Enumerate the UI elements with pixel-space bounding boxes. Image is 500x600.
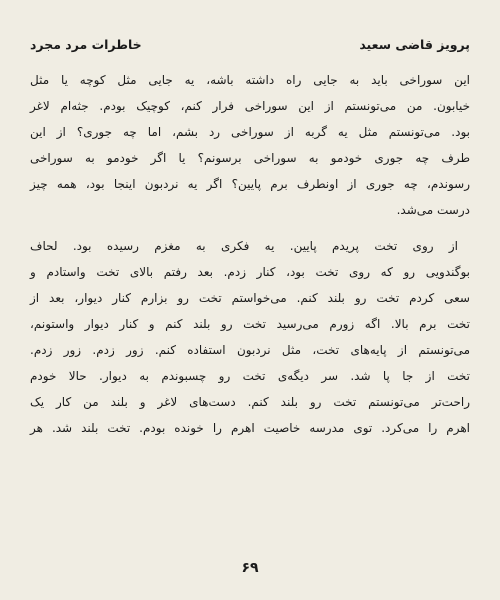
text-line: می‌تونستم از پایه‌های تخت، مثل نردبون استفاده کنم. زور زدم. زور زدم. (30, 343, 470, 357)
paragraph (30, 67, 470, 223)
running-header (30, 34, 470, 54)
text-line: سعی کردم تخت رو بلند کنم. می‌خواستم تخت رو بزارم کنار دیوار، بعد از (30, 291, 470, 305)
text-line: درست می‌شد. (396, 203, 470, 217)
text-line: رسوندم، چه جوری از اونطرف برم پایین؟ اگر یه نردبون اینجا بود، همه چیز (30, 177, 470, 191)
text-line: تخت برم بالا. اگه زورم می‌رسید تخت رو بلند کنم و کنار دیوار واستونم، (30, 317, 470, 331)
text-line: تخت از جا پا شد. سر دیگه‌ی تخت رو چسبوندم به دیوار. حالا خودم (30, 369, 470, 383)
text-line: این سوراخی باید به جایی راه داشته باشه، یه جایی مثل کوچه یا مثل (30, 73, 470, 87)
text-line: اهرم را می‌کرد. توی مدرسه خاصیت اهرم را خونده بودم. تخت بلند شد. هر (30, 421, 470, 435)
text-line: راحت‌تر می‌تونستم تخت رو بلند کنم. دست‌های لاغر و بلند من کار یک (30, 395, 470, 409)
page-number: ۶۹ (241, 560, 259, 576)
paragraph (30, 233, 470, 441)
header-author: پرویز قاضی سعید (359, 36, 470, 52)
header-book-title: خاطرات مرد مجرد (30, 36, 142, 52)
text-line: بوگندویی رو که روی تخت بود، کنار زدم. بعد رفتم بالای تخت واستادم و (30, 265, 470, 279)
body-text (30, 67, 470, 441)
text-line: خیابون. من می‌تونستم از این سوراخی فرار کنم، کوچیک بودم. جثه‌ام لاغر (30, 99, 470, 113)
text-line: از روی تخت پریدم پایین. یه فکری به مغزم رسیده بود. لحاف (30, 239, 458, 253)
text-line: طرف چه جوری خودمو به سوراخی برسونم؟ یا اگر خودمو به سوراخی (30, 151, 470, 165)
text-line: بود. می‌تونستم مثل یه گربه از سوراخی رد بشم، اما چه جوری؟ از این (30, 125, 470, 139)
